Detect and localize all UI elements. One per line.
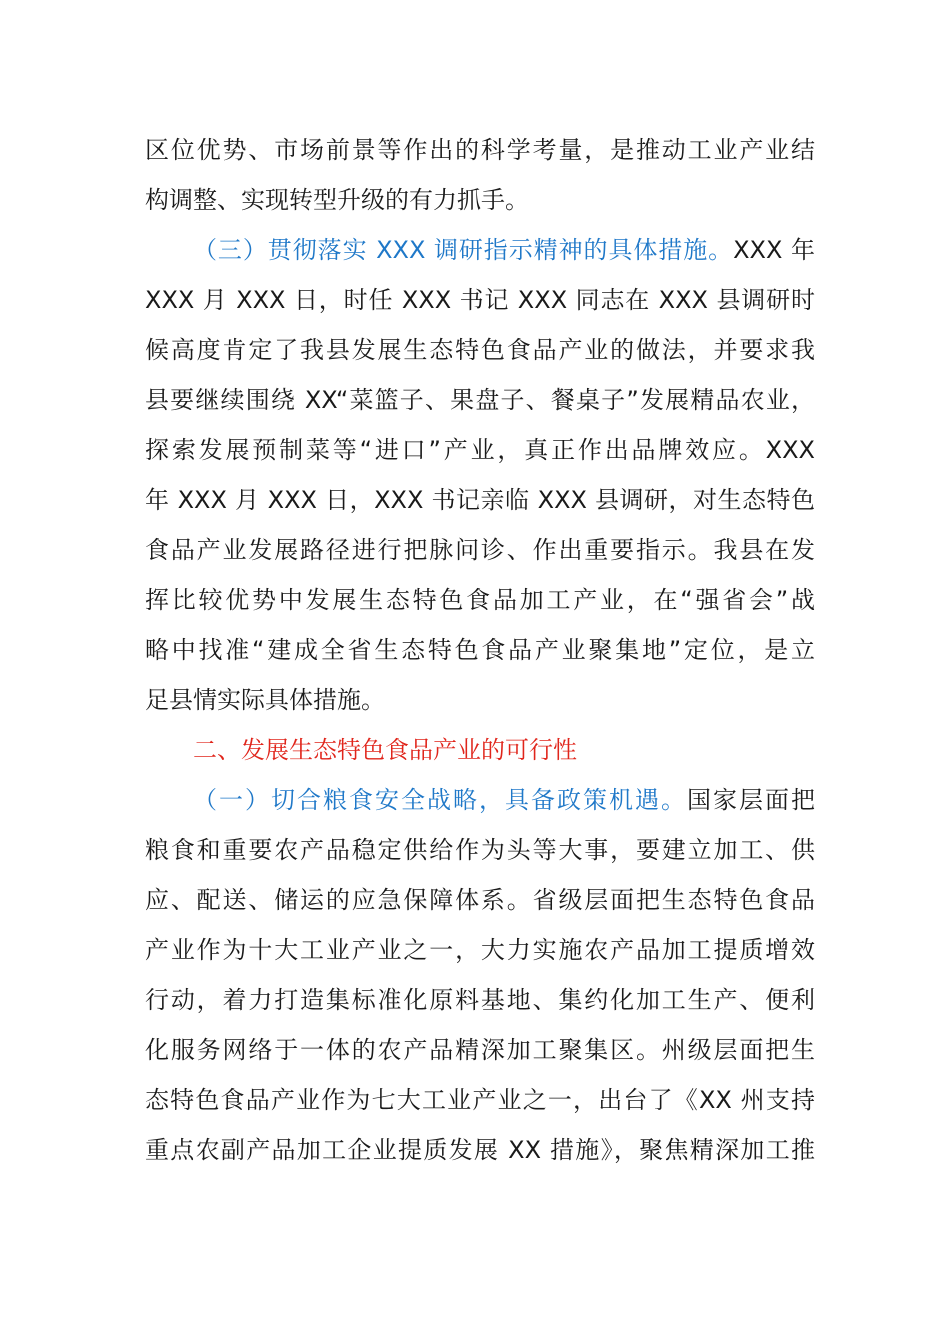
body-text-line: XXX 月 XXX 日，时任 XXX 书记 XXX 同志在 XXX 县调研时	[145, 286, 815, 314]
body-text-line: 产业作为十大工业产业之一，大力实施农产品加工提质增效	[145, 936, 815, 964]
body-text-line: 区位优势、市场前景等作出的科学考量，是推动工业产业结	[145, 136, 815, 164]
body-text-line: 应、配送、储运的应急保障体系。省级层面把生态特色食品	[145, 886, 815, 914]
body-text-line: 略中找准“建成全省生态特色食品产业聚集地”定位，是立	[145, 636, 815, 664]
body-text-line: 足县情实际具体措施。	[145, 686, 385, 714]
body-text: XXX 年	[733, 236, 815, 264]
body-text-line: 食品产业发展路径进行把脉问诊、作出重要指示。我县在发	[145, 536, 815, 564]
body-text: 国家层面把	[687, 786, 815, 814]
subheading-three: （三）贯彻落实 XXX 调研指示精神的具体措施。	[193, 236, 734, 264]
subheading-line	[193, 775, 815, 825]
body-text-line: 化服务网络于一体的农产品精深加工聚集区。州级层面把生	[145, 1036, 815, 1064]
body-text-line: 候高度肯定了我县发展生态特色食品产业的做法，并要求我	[145, 336, 815, 364]
body-text-line: 重点农副产品加工企业提质发展 XX 措施》，聚焦精深加工推	[145, 1136, 815, 1164]
body-text-line: 县要继续围绕 XX“菜篮子、果盘子、餐桌子”发展精品农业，	[145, 386, 815, 414]
body-text-line: 行动，着力打造集标准化原料基地、集约化加工生产、便利	[145, 986, 815, 1014]
body-text-line: 构调整、实现转型升级的有力抓手。	[145, 186, 529, 214]
body-text-line: 粮食和重要农产品稳定供给作为头等大事，要建立加工、供	[145, 836, 815, 864]
subheading-one: （一）切合粮食安全战略，具备政策机遇。	[193, 786, 687, 814]
body-text-line: 探索发展预制菜等“进口”产业，真正作出品牌效应。XXX	[145, 436, 815, 464]
section-title: 二、发展生态特色食品产业的可行性	[193, 736, 577, 764]
body-text-line: 挥比较优势中发展生态特色食品加工产业，在“强省会”战	[145, 586, 815, 614]
body-text-line: 态特色食品产业作为七大工业产业之一，出台了《XX 州支持	[145, 1086, 815, 1114]
body-text-line: 年 XXX 月 XXX 日，XXX 书记亲临 XXX 县调研，对生态特色	[145, 486, 815, 514]
subheading-line	[193, 225, 815, 275]
